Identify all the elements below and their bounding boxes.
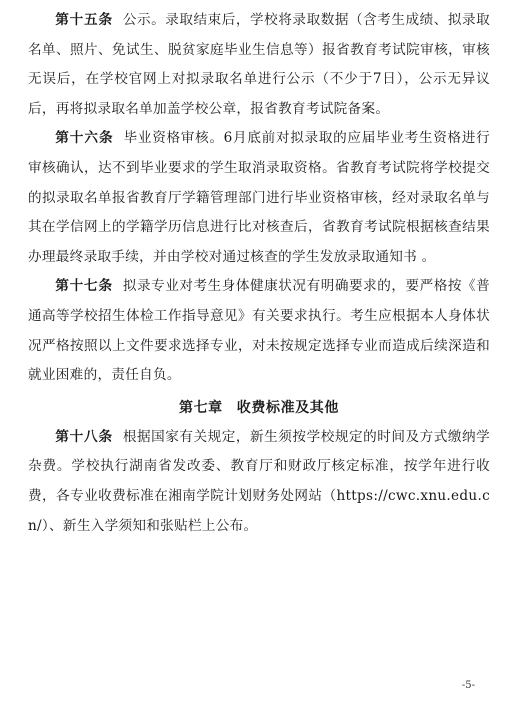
article-18-heading: 第十八条 [55, 428, 113, 445]
page-number: -5- [461, 680, 475, 691]
article-15-text: 公示。录取结束后，学校将录取数据（含考生成绩、拟录取名单、照片、免试生、脱贫家庭毕业生信息等）报省教育考试院审核，审核无误后，在学校官网上对拟录取名单进行公示（不少于7日），公示无异议后，再将拟录取名单加盖学校公章，报省教育考试院备案。 [28, 12, 490, 117]
article-17 [28, 272, 490, 390]
chapter-number: 第七章 [178, 399, 223, 416]
article-16 [28, 124, 490, 272]
chapter-title: 收费标准及其他 [236, 399, 339, 416]
article-17-heading: 第十七条 [55, 278, 113, 295]
chapter-heading [28, 393, 490, 423]
article-17-text: 拟录专业对考生身体健康状况有明确要求的，要严格按《普通高等学校招生体检工作指导意见》有关要求执行。考生应根据本人身体状况严格按照以上文件要求选择专业，对未按规定选择专业而造成后续深造和就业困难的，责任自负。 [28, 278, 490, 384]
article-15 [28, 6, 490, 124]
article-18-text: 根据国家有关规定，新生须按学校规定的时间及方式缴纳学杂费。学校执行湖南省发改委、教育厅和财政厅核定标准，按学年进行收费，各专业收费标准在湘南学院计划财务处网站（https://cwc.xnu.edu.cn/）、新生入学须知和张贴栏上公布。 [28, 428, 490, 534]
article-15-heading: 第十五条 [55, 12, 113, 28]
article-16-text: 毕业资格审核。6月底前对拟录取的应届毕业考生资格进行审核确认，达不到毕业要求的学生取消录取资格。省教育考试院将学校提交的拟录取名单报省教育厅学籍管理部门进行毕业资格审核，经对录取名单与其在学信网上的学籍学历信息进行比对核查后，省教育考试院根据核查结果办理最终录取手续，并由学校对通过核查的学生发放录取通知书 。 [28, 130, 490, 265]
article-16-heading: 第十六条 [55, 130, 114, 147]
document-page [28, 6, 490, 541]
article-18 [28, 423, 490, 541]
